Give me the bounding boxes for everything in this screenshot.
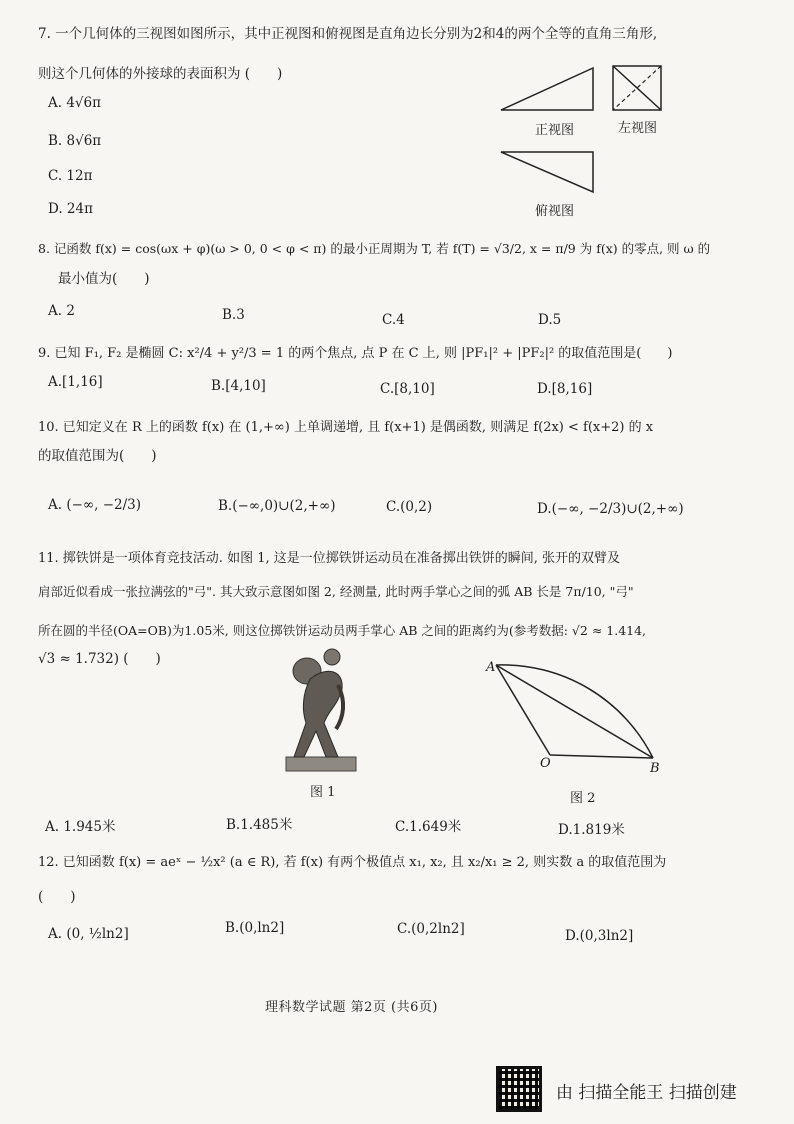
- q11-line1: 11. 掷铁饼是一项体育竞技活动. 如图 1, 这是一位掷铁饼运动员在准备掷出铁饼的瞬间, 张开的双臂及: [38, 551, 621, 566]
- top-view-triangle: [501, 152, 593, 192]
- q10-line1: 10. 已知定义在 R 上的函数 f(x) 在 (1,+∞) 上单调递增, 且 f(x+1) 是偶函数, 则满足 f(2x) < f(x+2) 的 x: [38, 420, 654, 435]
- radius-ob: [550, 755, 653, 758]
- q11-option-c: C.1.649米: [395, 819, 462, 835]
- three-view-figure: [495, 60, 695, 220]
- q12-option-b: B.(0,ln2]: [225, 920, 285, 936]
- q11-option-d: D.1.819米: [558, 822, 625, 838]
- q9-option-a: A.[1,16]: [48, 374, 103, 390]
- front-view-caption: 正视图: [535, 123, 575, 138]
- scanner-watermark: 由 扫描全能王 扫描创建: [556, 1083, 737, 1103]
- q11-line2: 肩部近似看成一张拉满弦的"弓". 其大致示意图如图 2, 经测量, 此时两手掌心之间的弧 AB 长是 7π/10, "弓": [38, 584, 634, 599]
- figure-1-caption: 图 1: [310, 785, 336, 800]
- q11-option-b: B.1.485米: [226, 817, 293, 833]
- q10-option-c: C.(0,2): [386, 499, 433, 515]
- q9-option-d: D.[8,16]: [537, 381, 593, 397]
- q7-option-c: C. 12π: [48, 168, 93, 184]
- chord-ab: [496, 665, 653, 758]
- q9-option-c: C.[8,10]: [380, 381, 435, 397]
- q7-line2: 则这个几何体的外接球的表面积为 ( ): [38, 66, 283, 82]
- q7-option-a: A. 4√6π: [48, 95, 101, 111]
- point-o-label: O: [540, 756, 551, 771]
- q9-option-b: B.[4,10]: [211, 378, 266, 394]
- q10-option-b: B.(−∞,0)∪(2,+∞): [218, 498, 336, 514]
- q8-line1: 8. 记函数 f(x) = cos(ωx + φ)(ω > 0, 0 < φ < π) 的最小正周期为 T, 若 f(T) = √3/2, x = π/9 为 f(x) 的零点, 则 ω 的: [38, 241, 711, 256]
- q11-line4: √3 ≈ 1.732) ( ): [38, 651, 161, 667]
- q8-line2: 最小值为( ): [58, 271, 150, 287]
- side-view-caption: 左视图: [618, 121, 658, 136]
- q10-option-a: A. (−∞, −2/3): [48, 497, 142, 513]
- radius-oa: [496, 665, 550, 755]
- q9-line1: 9. 已知 F₁, F₂ 是椭圆 C: x²/4 + y²/3 = 1 的两个焦点, 点 P 在 C 上, 则 |PF₁|² + |PF₂|² 的取值范围是( ): [38, 346, 673, 361]
- q8-option-d: D.5: [538, 312, 562, 328]
- point-b-label: B: [650, 761, 660, 776]
- q8-option-c: C.4: [382, 312, 405, 328]
- figure-2-caption: 图 2: [570, 791, 596, 806]
- front-view-triangle: [501, 68, 593, 110]
- q12-line1: 12. 已知函数 f(x) = aeˣ − ½x² (a ∈ R), 若 f(x) 有两个极值点 x₁, x₂, 且 x₂/x₁ ≥ 2, 则实数 a 的取值范围为: [38, 855, 667, 870]
- q10-line2: 的取值范围为( ): [38, 448, 157, 464]
- q8-option-a: A. 2: [48, 303, 75, 319]
- discus-thrower-statue-image: [280, 645, 360, 775]
- q12-option-c: C.(0,2ln2]: [397, 921, 465, 937]
- page-footer: 理科数学试题 第2页 (共6页): [265, 1000, 438, 1015]
- q12-option-a: A. (0, ½ln2]: [48, 926, 129, 942]
- q11-line3: 所在圆的半径(OA=OB)为1.05米, 则这位掷铁饼运动员两手掌心 AB 之间的距离约为(参考数据: √2 ≈ 1.414,: [38, 623, 647, 638]
- point-a-label: A: [486, 660, 496, 675]
- q7-line1: 7. 一个几何体的三视图如图所示，其中正视图和俯视图是直角边长分别为2和4的两个全等的直角三角形,: [38, 26, 658, 42]
- q11-option-a: A. 1.945米: [45, 819, 116, 835]
- q7-option-d: D. 24π: [48, 201, 93, 217]
- q8-option-b: B.3: [222, 307, 245, 323]
- q12-option-d: D.(0,3ln2]: [565, 928, 634, 944]
- top-view-caption: 俯视图: [535, 204, 575, 219]
- q10-option-d: D.(−∞, −2/3)∪(2,+∞): [537, 501, 684, 517]
- bow-sector-diagram: [480, 652, 680, 777]
- q7-option-b: B. 8√6π: [48, 133, 102, 149]
- qr-code-icon: [496, 1066, 542, 1112]
- q12-line2: ( ): [38, 889, 76, 905]
